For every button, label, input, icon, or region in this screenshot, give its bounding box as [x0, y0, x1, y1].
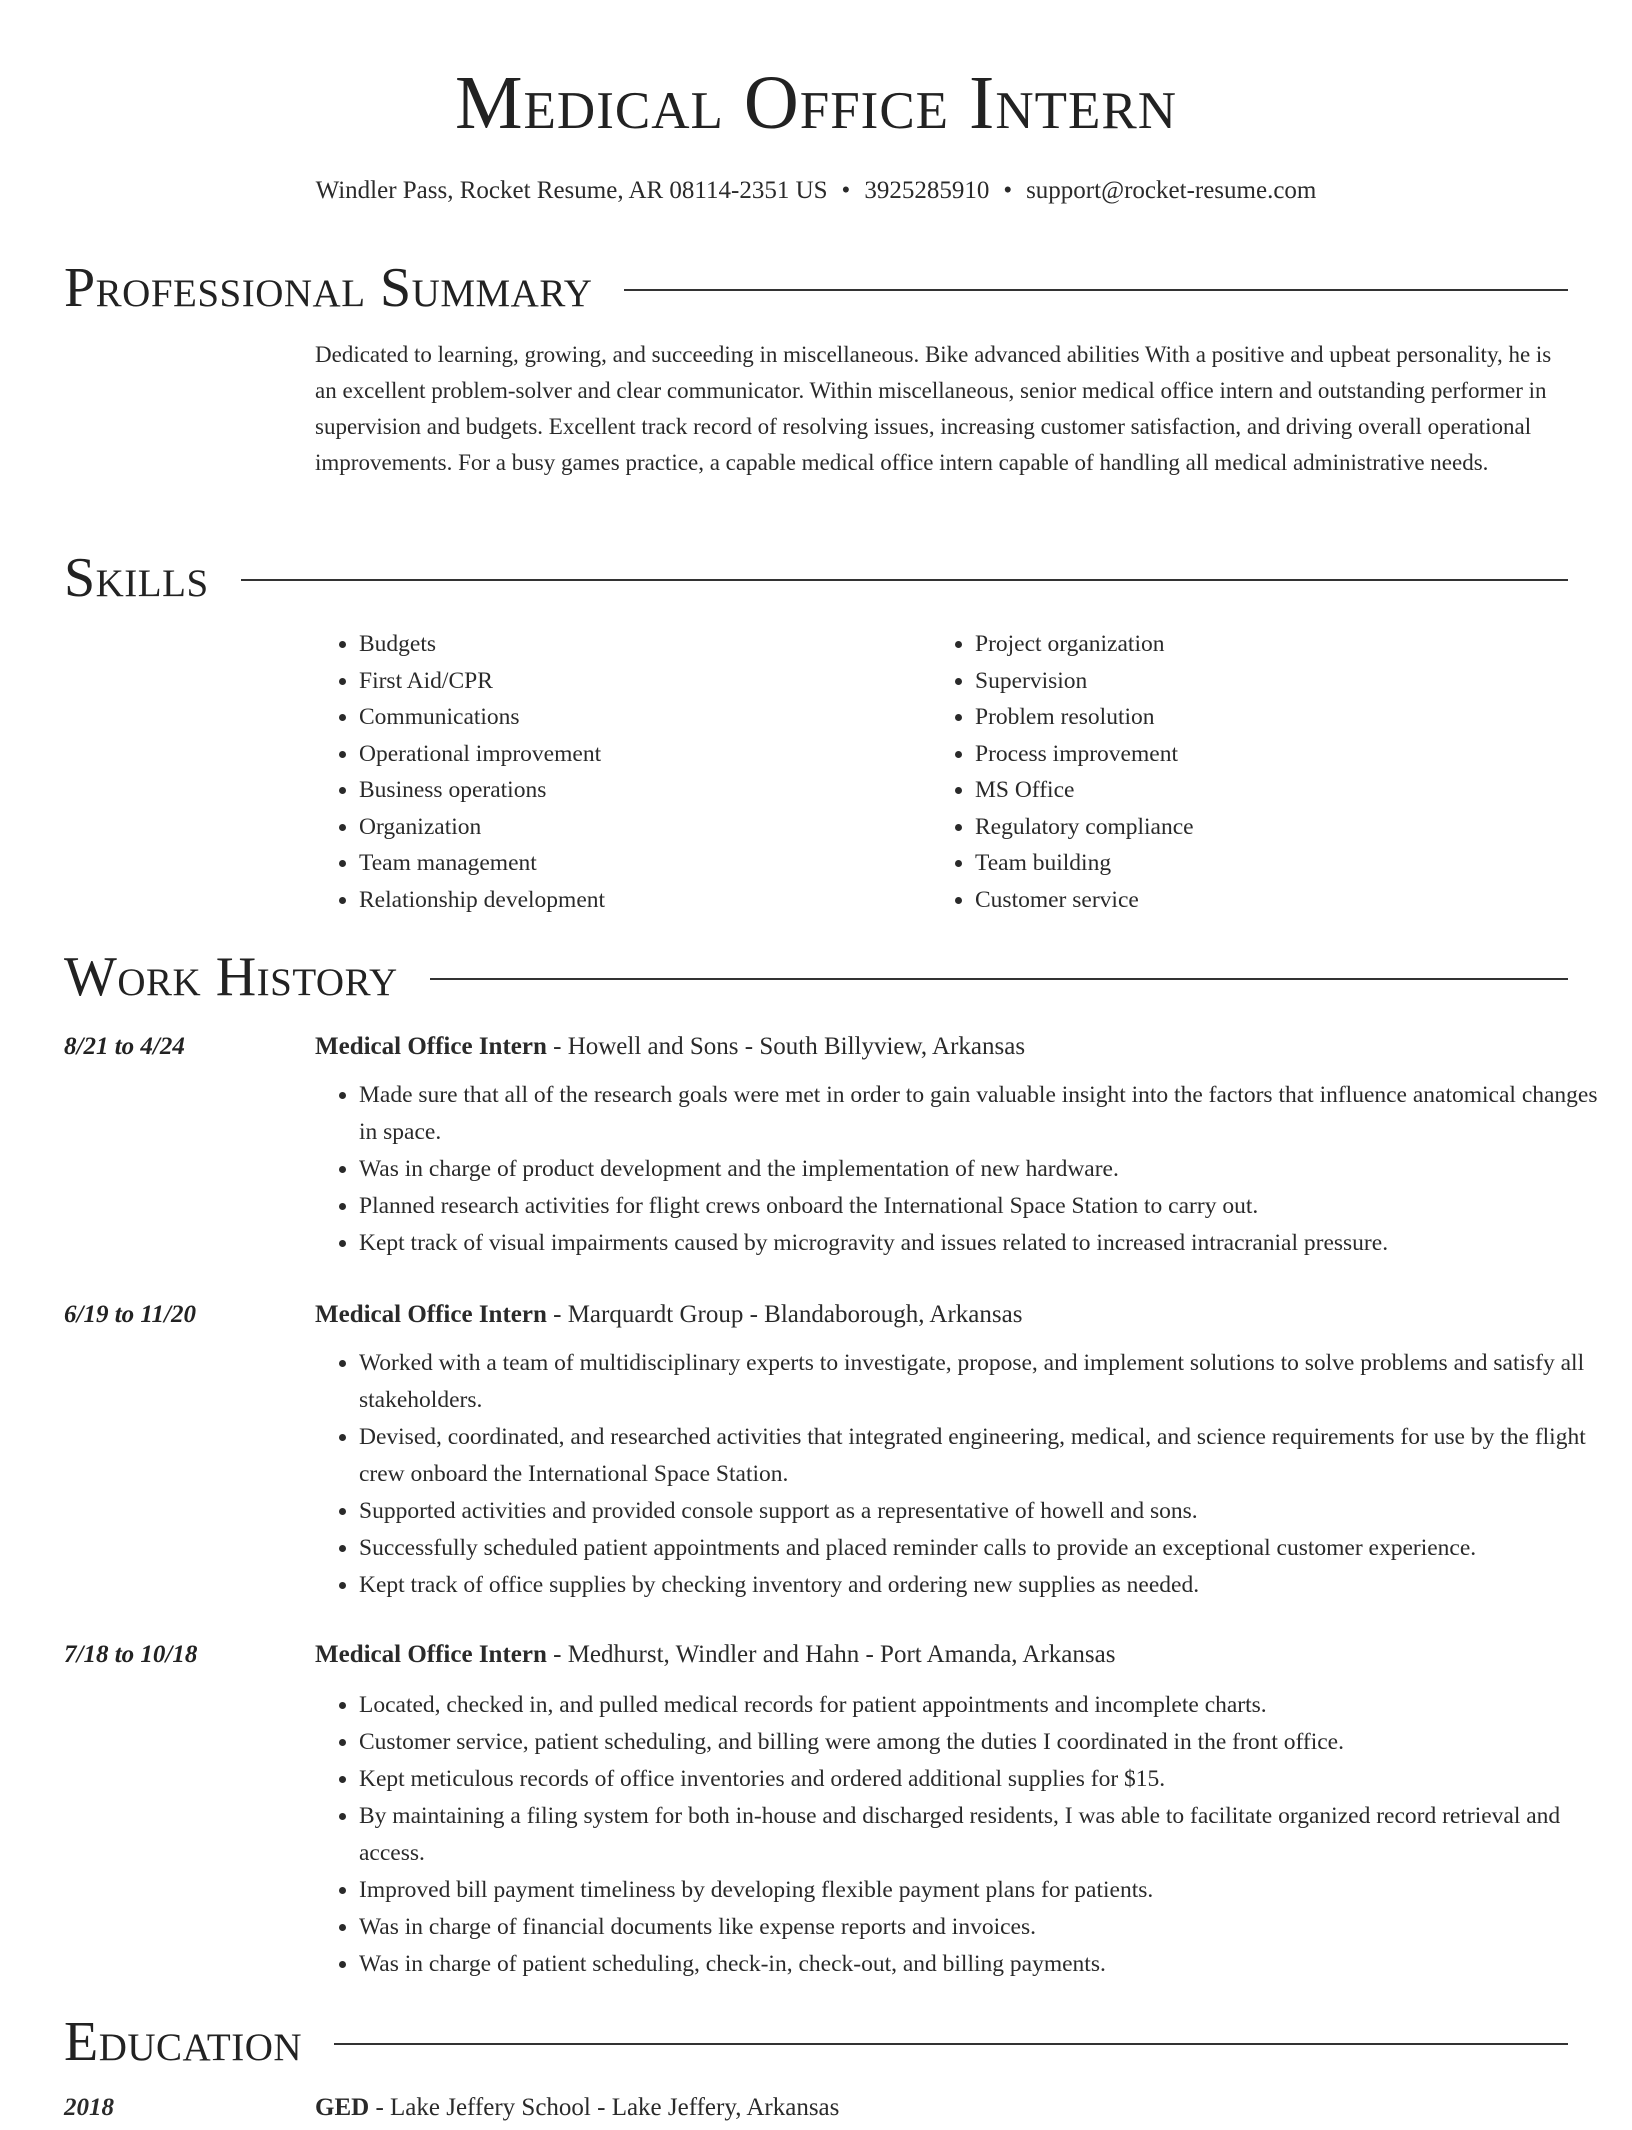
work-dates: 8/21 to 4/24 — [64, 1033, 185, 1060]
skill-item: • Team management — [359, 845, 605, 882]
section-title: Work History — [64, 946, 398, 1008]
contact-separator: • — [1003, 177, 1013, 204]
education-school-location: - Lake Jeffery School - Lake Jeffery, Arkansas — [369, 2094, 840, 2121]
education-title-line — [315, 2090, 839, 2126]
work-bullet: • Kept track of office supplies by checking inventory and ordering new supplies as needed. — [359, 1567, 1612, 1604]
skill-item: • Business operations — [359, 772, 605, 809]
section-divider — [624, 289, 1568, 291]
work-section-heading — [64, 945, 1568, 1009]
work-bullet: • Improved bill payment timeliness by developing flexible payment plans for patients. — [359, 1872, 1612, 1909]
education-degree: GED — [315, 2094, 370, 2121]
skill-item: • Regulatory compliance — [975, 809, 1194, 846]
contact-line — [64, 174, 1568, 208]
skill-item: • Relationship development — [359, 882, 605, 919]
skill-item: • Communications — [359, 699, 605, 736]
work-bullet: • Kept meticulous records of office inventories and ordered additional supplies for $15. — [359, 1761, 1612, 1798]
work-dates: 7/18 to 10/18 — [64, 1641, 198, 1668]
skill-item: • MS Office — [975, 772, 1194, 809]
work-bullet: • Was in charge of patient scheduling, check-in, check-out, and billing payments. — [359, 1946, 1612, 1983]
contact-address: Windler Pass, Rocket Resume, AR 08114-2351 US — [315, 177, 828, 204]
section-divider — [334, 2043, 1568, 2045]
resume-title: Medical Office Intern — [454, 61, 1178, 145]
work-bullet: • Devised, coordinated, and researched activities that integrated engineering, medical, and science requirements for use by the flight crew onboard the International Space Station. — [359, 1419, 1612, 1493]
skill-item: • Problem resolution — [975, 699, 1194, 736]
work-bullet: • Located, checked in, and pulled medical records for patient appointments and incomplete charts. — [359, 1687, 1612, 1724]
work-bullet: • Was in charge of product development and the implementation of new hardware. — [359, 1151, 1612, 1188]
skill-item: • Organization — [359, 809, 605, 846]
education-section-heading — [64, 2010, 1568, 2074]
skills-list-left — [315, 626, 605, 918]
job-employer-location: - Marquardt Group - Blandaborough, Arkansas — [546, 1301, 1023, 1328]
contact-separator: • — [841, 177, 851, 204]
section-title: Professional Summary — [64, 257, 593, 319]
work-title-line — [315, 1637, 1115, 1673]
work-bullet: • Worked with a team of multidisciplinary experts to investigate, propose, and implement solutions to solve problems and satisfy all stakeholders. — [359, 1345, 1612, 1419]
section-divider — [430, 978, 1568, 980]
skills-list-right — [931, 626, 1194, 918]
skill-item: • Project organization — [975, 626, 1194, 663]
summary-section-heading — [64, 256, 1568, 320]
work-bullet: • Customer service, patient scheduling, and billing were among the duties I coordinated in the front office. — [359, 1724, 1612, 1761]
contact-email: support@rocket-resume.com — [1026, 177, 1317, 204]
education-dates: 2018 — [64, 2094, 114, 2121]
section-title: Skills — [64, 547, 209, 609]
skill-item: • First Aid/CPR — [359, 663, 605, 700]
work-title-line — [315, 1029, 1025, 1065]
job-employer-location: - Medhurst, Windler and Hahn - Port Amanda, Arkansas — [546, 1641, 1116, 1668]
skill-item: • Operational improvement — [359, 736, 605, 773]
work-bullet: • Was in charge of financial documents like expense reports and invoices. — [359, 1909, 1612, 1946]
work-bullet: • Planned research activities for flight crews onboard the International Space Station to carry out. — [359, 1188, 1612, 1225]
job-title: Medical Office Intern — [315, 1033, 547, 1060]
section-divider — [241, 579, 1568, 581]
job-employer-location: - Howell and Sons - South Billyview, Arkansas — [546, 1033, 1026, 1060]
work-bullet: • Supported activities and provided console support as a representative of howell and sons. — [359, 1493, 1612, 1530]
work-bullets — [315, 1687, 1612, 1983]
contact-phone: 3925285910 — [864, 177, 990, 204]
skills-section-heading — [64, 546, 1568, 610]
skill-item: • Process improvement — [975, 736, 1194, 773]
work-bullets — [315, 1345, 1612, 1604]
work-bullets — [315, 1077, 1612, 1262]
work-bullet: • Successfully scheduled patient appointments and placed reminder calls to provide an exceptional customer experience. — [359, 1530, 1612, 1567]
job-title: Medical Office Intern — [315, 1301, 547, 1328]
work-title-line — [315, 1297, 1022, 1333]
skill-item: • Supervision — [975, 663, 1194, 700]
summary-text: Dedicated to learning, growing, and succeeding in miscellaneous. Bike advanced abilities With a positive and upbeat personality, he is an excellent problem-solver and clear communicator. Within miscellaneous, senior medical office intern and outstanding performer in supervision and budgets. Excellent track record of resolving issues, increasing customer satisfaction, and driving overall operational improvements. For a busy games practice, a capable medical office intern capable of handling all medical administrative needs. — [315, 342, 1552, 475]
work-bullet: • By maintaining a filing system for both in-house and discharged residents, I was able to facilitate organized record retrieval and access. — [359, 1798, 1612, 1872]
work-bullet: • Made sure that all of the research goals were met in order to gain valuable insight into the factors that influence anatomical changes in space. — [359, 1077, 1612, 1151]
skill-item: • Team building — [975, 845, 1194, 882]
skill-item: • Budgets — [359, 626, 605, 663]
work-bullet: • Kept track of visual impairments caused by microgravity and issues related to increased intracranial pressure. — [359, 1225, 1612, 1262]
job-title: Medical Office Intern — [315, 1641, 547, 1668]
education-entry — [64, 2090, 1568, 2130]
section-title: Education — [64, 2011, 303, 2073]
work-dates: 6/19 to 11/20 — [64, 1301, 196, 1328]
skill-item: • Customer service — [975, 882, 1194, 919]
